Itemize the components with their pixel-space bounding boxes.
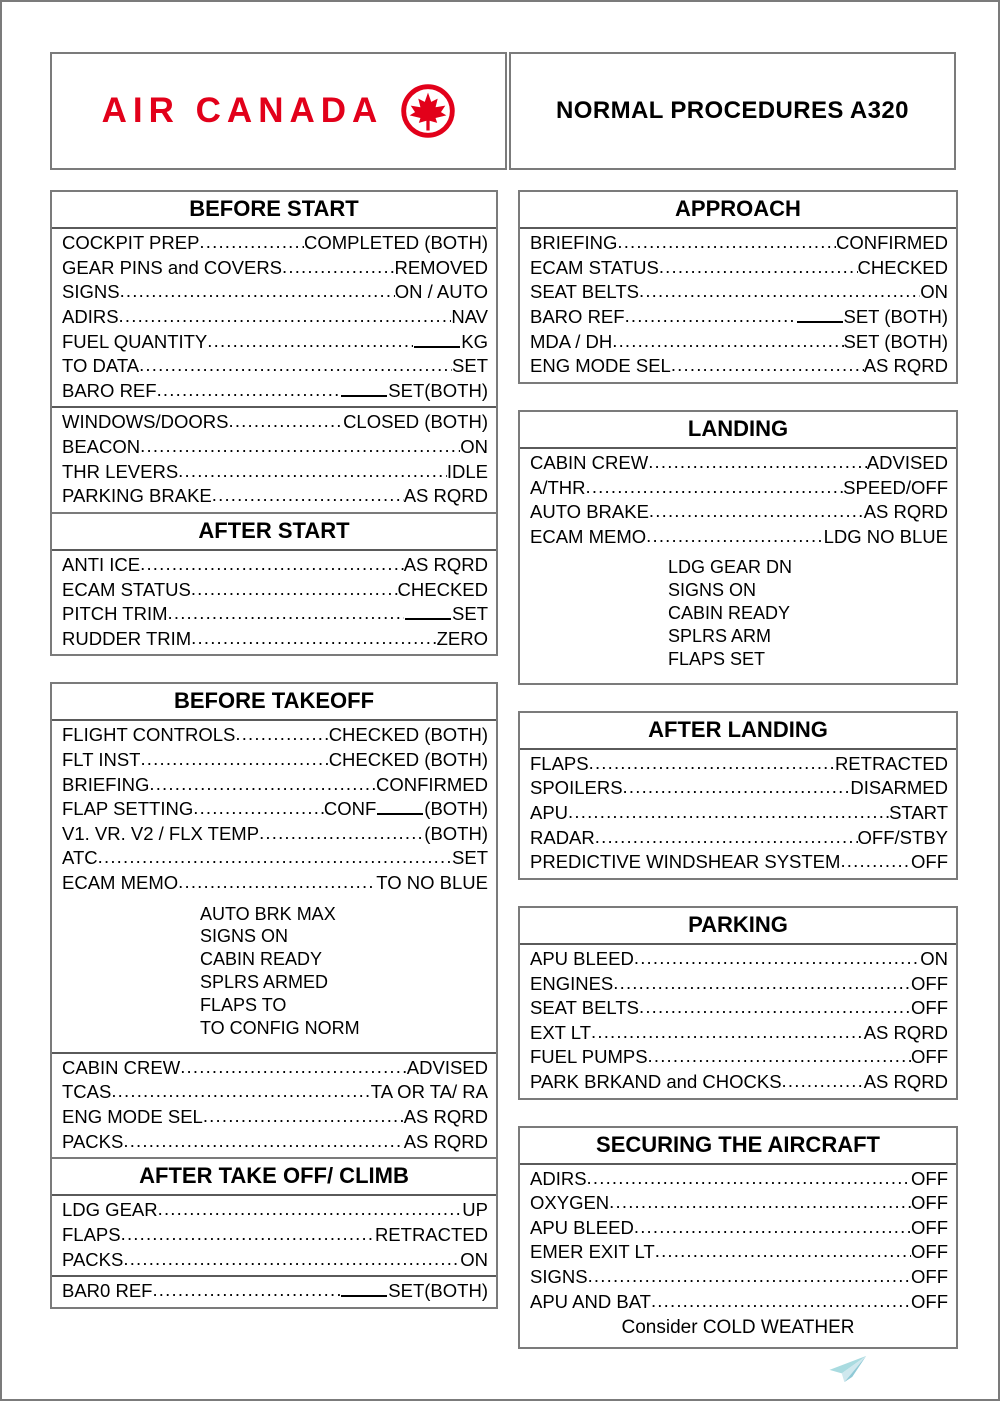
checklist-item-label: COCKPIT PREP [62, 232, 200, 254]
ecam-memo-line: AUTO BRK MAX [200, 903, 336, 924]
document-title-box [509, 52, 956, 170]
checklist-card-title: AFTER TAKE OFF/ CLIMB [52, 1159, 496, 1196]
checklist-row [520, 1167, 956, 1192]
checklist-row [520, 1045, 956, 1070]
checklist-card-body [52, 229, 496, 512]
checklist-row [520, 972, 956, 997]
checklist-card-title: LANDING [520, 412, 956, 449]
checklist-row [52, 602, 496, 627]
ecam-memo-line: TO CONFIG NORM [200, 1017, 360, 1038]
leader-dots [207, 330, 413, 354]
leader-dots [282, 256, 394, 280]
leader-dots [623, 776, 851, 800]
paper-plane-icon [826, 1354, 868, 1384]
checklist-item-action: CHECKED [397, 578, 488, 600]
checklist-item-label: PITCH TRIM [62, 603, 168, 625]
checklist-card [518, 1126, 958, 1350]
checklist-card-body [52, 721, 496, 1157]
leader-dots [634, 1216, 911, 1240]
checklist-row [52, 256, 496, 281]
checklist-item-action: RETRACTED [834, 752, 948, 774]
leader-dots [121, 1223, 375, 1247]
checklist-item-action: AS RQRD [403, 485, 488, 507]
leader-dots [149, 773, 376, 797]
checklist-item-action: AS RQRD [403, 1105, 488, 1127]
checklist-item-label: RUDDER TRIM [62, 627, 192, 649]
checklist-item-label: EMER EXIT LT [530, 1241, 655, 1263]
leader-dots [140, 553, 404, 577]
ecam-memo-line: SPLRS ARMED [200, 972, 329, 993]
checklist-item-label: APU BLEED [530, 947, 634, 969]
checklist-item-label: ECAM STATUS [530, 256, 659, 278]
checklist-row [52, 846, 496, 871]
checklist-item-label: GEAR PINS and COVERS [62, 256, 283, 278]
checklist-card [518, 190, 958, 384]
checklist-item-label: FUEL PUMPS [530, 1046, 648, 1068]
leader-dots [840, 850, 911, 874]
checklist-item-label: FLAPS [530, 752, 589, 774]
fill-in-blank[interactable] [377, 799, 423, 815]
page-header [50, 52, 956, 170]
checklist-item-label: FLAP SETTING [62, 798, 194, 820]
checklist-item-action: SET(BOTH) [388, 1280, 488, 1302]
checklist-item-label: SEAT BELTS [530, 281, 639, 303]
checklist-item-action: SET (BOTH) [843, 330, 948, 352]
checklist-item-label: ADIRS [62, 305, 119, 327]
checklist-item-action: OFF [911, 1290, 948, 1312]
checklist-row [520, 280, 956, 305]
checklist-item-label: PACKS [62, 1130, 124, 1152]
leader-dots [191, 578, 398, 602]
checklist-item-action: AS RQRD [403, 1130, 488, 1152]
leader-dots [612, 330, 843, 354]
checklist-card-body [520, 945, 956, 1098]
checklist-row [520, 256, 956, 281]
checklist-item-action: ZERO [436, 627, 488, 649]
checklist-item-action: CHECKED (BOTH) [328, 724, 488, 746]
checklist-row [52, 354, 496, 379]
checklist-item-action: LDG NO BLUE [823, 525, 948, 547]
checklist-item-label: SIGNS [62, 281, 120, 303]
checklist-item-action: SET (BOTH) [843, 305, 948, 327]
checklist-row [52, 822, 496, 847]
leader-dots [120, 280, 395, 304]
right-column [518, 190, 958, 1375]
checklist-row [52, 1130, 496, 1155]
checklist-item-action: AS RQRD [863, 501, 948, 523]
checklist-item-action: (BOTH) [424, 822, 488, 844]
checklist-row [520, 525, 956, 550]
leader-dots [639, 280, 920, 304]
checklist-item-label: PARK BRKAND and CHOCKS [530, 1070, 782, 1092]
leader-dots [782, 1070, 864, 1094]
brand-logo-box [50, 52, 507, 170]
checklist-item-label: APU BLEED [530, 1216, 634, 1238]
checklist-row [52, 1223, 496, 1248]
checklist-row [520, 850, 956, 875]
checklist-row [52, 748, 496, 773]
leader-dots [229, 410, 344, 434]
checklist-item-action: TO NO BLUE [376, 872, 488, 894]
checklist-row [52, 435, 496, 460]
checklist-item-action: AS RQRD [403, 553, 488, 575]
checklist-item-label: SPOILERS [530, 777, 623, 799]
maple-leaf-roundel-icon [401, 84, 455, 138]
leader-dots [648, 451, 867, 475]
checklist-item-label: APU [530, 801, 569, 823]
ecam-memo-line: SIGNS ON [200, 926, 289, 947]
leader-dots [671, 354, 864, 378]
checklist-item-action: NAV [451, 305, 488, 327]
checklist-row [520, 752, 956, 777]
checklist-card-body [52, 1196, 496, 1306]
checklist-row [52, 410, 496, 435]
fill-in-blank[interactable] [405, 604, 451, 620]
checklist-row [52, 723, 496, 748]
checklist-item-label: A/THR [530, 476, 586, 498]
leader-dots [168, 602, 404, 626]
checklist-item-label: RADAR [530, 826, 595, 848]
checklist-item-action: ADVISED [406, 1056, 488, 1078]
checklist-card [518, 711, 958, 880]
checklist-item-action: SPEED/OFF [843, 476, 948, 498]
leader-dots [634, 947, 920, 971]
leader-dots [568, 801, 889, 825]
fill-in-blank[interactable] [797, 307, 843, 323]
checklist-card-body [520, 1165, 956, 1348]
leader-dots [659, 256, 858, 280]
checklist-item-action: OFF [911, 1167, 948, 1189]
group-divider [52, 1052, 496, 1054]
checklist-item-action: ON [920, 281, 948, 303]
checklist-item-label: PARKING BRAKE [62, 485, 212, 507]
checklist-item-action: OFF [911, 1266, 948, 1288]
checklist-item-label: BEACON [62, 435, 141, 457]
leader-dots [625, 305, 796, 329]
leader-dots [646, 525, 823, 549]
checklist-item-action-suffix: (BOTH) [424, 798, 488, 820]
checklist-item-action: CONFIRMED [375, 773, 488, 795]
group-divider [52, 406, 496, 408]
checklist-row [52, 871, 496, 896]
leader-dots [139, 354, 452, 378]
checklist-item-action: ON / AUTO [394, 281, 488, 303]
checklist-row [520, 1021, 956, 1046]
checklist-item-label: APU AND BAT [530, 1290, 651, 1312]
leader-dots [595, 826, 858, 850]
leader-dots [123, 1130, 403, 1154]
leader-dots [235, 723, 328, 747]
leader-dots [199, 231, 304, 255]
checklist-item-label: WINDOWS/DOORS [62, 411, 229, 433]
leader-dots [152, 1279, 340, 1303]
checklist-item-label: BARO REF [62, 379, 157, 401]
leader-dots [140, 435, 460, 459]
leader-dots [586, 476, 844, 500]
checklist-row [52, 460, 496, 485]
checklist-row [52, 627, 496, 652]
card-note: Consider COLD WEATHER [621, 1317, 855, 1339]
checklist-row [520, 826, 956, 851]
checklist-item-label: ENG MODE SEL [62, 1105, 203, 1127]
leader-dots [180, 1056, 407, 1080]
checklist-item-label: PACKS [62, 1248, 124, 1270]
checklist-row [520, 801, 956, 826]
leader-dots [123, 1248, 460, 1272]
checklist-item-action: OFF [911, 851, 948, 873]
checklist-item-action: SET [452, 355, 488, 377]
checklist-item-label: TCAS [62, 1081, 112, 1103]
checklist-item-label: ECAM MEMO [530, 525, 647, 547]
checklist-item-action: OFF [911, 1241, 948, 1263]
checklist-row [52, 330, 496, 355]
brand-logo [102, 84, 456, 138]
leader-dots [212, 484, 404, 508]
checklist-row [52, 1248, 496, 1273]
checklist-item-action: IDLE [446, 460, 488, 482]
checklist-row [520, 305, 956, 330]
checklist-item-action: SET [452, 847, 488, 869]
checklist-item-label: LDG GEAR [62, 1199, 158, 1221]
checklist-row [520, 476, 956, 501]
checklist-card [518, 410, 958, 685]
checklist-card-title: SECURING THE AIRCRAFT [520, 1128, 956, 1165]
checklist-item-action: AS RQRD [863, 1070, 948, 1092]
ecam-memo-list [520, 549, 956, 679]
checklist-row [52, 379, 496, 404]
checklist-item-action: CHECKED (BOTH) [328, 749, 488, 771]
checklist-item-label: ANTI ICE [62, 553, 141, 575]
leader-dots [178, 871, 376, 895]
checklist-item-label: ECAM MEMO [62, 872, 179, 894]
checklist-item-label: CABIN CREW [62, 1056, 181, 1078]
checklist-row [52, 1279, 496, 1304]
checklist-item-label: SIGNS [530, 1266, 588, 1288]
checklist-card-title: PARKING [520, 908, 956, 945]
checklist-item-label: FLAPS [62, 1223, 121, 1245]
leader-dots [119, 305, 452, 329]
checklist-item-label: BRIEFING [530, 232, 618, 254]
ecam-memo-line: CABIN READY [200, 949, 323, 970]
leader-dots [589, 752, 835, 776]
leader-dots [98, 846, 452, 870]
leader-dots [203, 1105, 404, 1129]
checklist-card-title: AFTER START [52, 514, 496, 551]
leader-dots [648, 1045, 911, 1069]
checklist-item-label: AUTO BRAKE [530, 501, 649, 523]
checklist-card-body [52, 551, 496, 654]
checklist-item-label: BAR0 REF [62, 1280, 153, 1302]
checklist-card-body [520, 750, 956, 878]
checklist-item-label: TO DATA [62, 355, 140, 377]
fill-in-blank[interactable] [414, 332, 460, 348]
checklist-row [52, 1198, 496, 1223]
left-column [50, 190, 498, 1335]
checklist-item-label: ENG MODE SEL [530, 355, 671, 377]
checklist-item-action: START [889, 801, 948, 823]
checklist-card-title: BEFORE START [52, 192, 496, 229]
checklist-item-label: ECAM STATUS [62, 578, 191, 600]
checklist-item-action: DISARMED [850, 777, 948, 799]
checklist-row [520, 1290, 956, 1315]
brand-wordmark: AIR CANADA [101, 91, 384, 130]
leader-dots [591, 1021, 864, 1045]
checklist-row [520, 996, 956, 1021]
checklist-row [52, 553, 496, 578]
checklist-item-action: AS RQRD [863, 1021, 948, 1043]
checklist-row [52, 1105, 496, 1130]
checklist-item-label: ATC [62, 847, 98, 869]
checklist-item-action: UP [462, 1199, 488, 1221]
checklist-row [52, 231, 496, 256]
leader-dots [613, 972, 911, 996]
leader-dots [655, 1240, 911, 1264]
ecam-memo-line: FLAPS TO [200, 995, 287, 1016]
leader-dots [588, 1265, 911, 1289]
checklist-item-label: OXYGEN [530, 1192, 610, 1214]
leader-dots [111, 1080, 370, 1104]
checklist-item-action: TA OR TA/ RA [370, 1081, 488, 1103]
checklist-item-action: COMPLETED (BOTH) [304, 232, 488, 254]
checklist-item-action: CONF [323, 798, 377, 820]
ecam-memo-line: FLAPS SET [668, 648, 766, 669]
leader-dots [157, 379, 341, 403]
checklist-row [520, 947, 956, 972]
ecam-memo-line: CABIN READY [668, 603, 791, 624]
checklist-item-label: BARO REF [530, 305, 625, 327]
checklist-row [52, 305, 496, 330]
ecam-memo-line: SIGNS ON [668, 580, 757, 601]
leader-dots [587, 1167, 911, 1191]
ecam-memo-line: SPLRS ARM [668, 625, 772, 646]
checklist-item-action: AS RQRD [863, 355, 948, 377]
fill-in-blank[interactable] [341, 381, 387, 397]
checklist-row [520, 776, 956, 801]
checklist-item-action: OFF [911, 997, 948, 1019]
checklist-card [50, 514, 498, 657]
group-divider [52, 1275, 496, 1277]
checklist-row [520, 354, 956, 379]
checklist-item-action: CONFIRMED [835, 232, 948, 254]
checklist-card-body [520, 449, 956, 683]
checklist-row [520, 1070, 956, 1095]
checklist-row [52, 1080, 496, 1105]
checklist-item-label: EXT LT [530, 1021, 592, 1043]
leader-dots [191, 627, 436, 651]
ecam-memo-list [52, 896, 496, 1049]
checklist-item-label: ENGINES [530, 972, 614, 994]
checklist-item-action: REMOVED [394, 256, 488, 278]
checklist-item-label: CABIN CREW [530, 451, 649, 473]
checklist-item-label: THR LEVERS [62, 460, 179, 482]
checklist-item-label: MDA / DH [530, 330, 613, 352]
leader-dots [158, 1198, 463, 1222]
checklist-item-action: OFF [911, 1192, 948, 1214]
checklist-row [520, 231, 956, 256]
checklist-card-title: BEFORE TAKEOFF [52, 684, 496, 721]
checklist-card-title: AFTER LANDING [520, 713, 956, 750]
ecam-memo-line: LDG GEAR DN [668, 557, 793, 578]
checklist-row [520, 1216, 956, 1241]
checklist-row [520, 451, 956, 476]
page-title: NORMAL PROCEDURES A320 [556, 97, 909, 124]
leader-dots [259, 822, 424, 846]
checklist-item-action: ADVISED [866, 451, 948, 473]
checklist-item-action: ON [920, 947, 948, 969]
checklist-row [52, 797, 496, 822]
checklist-item-action: OFF [911, 1046, 948, 1068]
checklist-card [50, 190, 498, 514]
checklist-item-action: RETRACTED [374, 1223, 488, 1245]
checklist-item-action: ON [460, 435, 488, 457]
leader-dots [140, 748, 328, 772]
checklist-row [520, 500, 956, 525]
checklist-item-action: CHECKED [857, 256, 948, 278]
checklist-item-action: KG [461, 330, 488, 352]
checklist-row [52, 484, 496, 509]
leader-dots [649, 500, 864, 524]
checklist-item-label: BRIEFING [62, 773, 150, 795]
checklist-item-action: CLOSED (BOTH) [343, 411, 488, 433]
leader-dots [639, 996, 911, 1020]
fill-in-blank[interactable] [341, 1281, 387, 1297]
checklist-item-label: V1. VR. V2 / FLX TEMP [62, 822, 260, 844]
checklist-row [520, 330, 956, 355]
checklist-item-label: FLIGHT CONTROLS [62, 724, 236, 746]
checklist-card [50, 1159, 498, 1309]
checklist-item-label: ADIRS [530, 1167, 587, 1189]
checklist-row [520, 1265, 956, 1290]
checklist-item-label: FUEL QUANTITY [62, 330, 208, 352]
checklist-card-body [520, 229, 956, 382]
leader-dots [617, 231, 836, 255]
checklist-row [52, 280, 496, 305]
checklist-card [50, 682, 498, 1159]
checklist-item-label: PREDICTIVE WINDSHEAR SYSTEM [530, 851, 841, 873]
leader-dots [193, 797, 324, 821]
checklist-item-action: ON [460, 1248, 488, 1270]
checklist-card-title: APPROACH [520, 192, 956, 229]
checklist-row [520, 1191, 956, 1216]
checklist-item-action: SET(BOTH) [388, 379, 488, 401]
checklist-card [518, 906, 958, 1100]
checklist-row [52, 773, 496, 798]
checklist-row [52, 578, 496, 603]
checklist-row [520, 1240, 956, 1265]
checklist-item-action: OFF [911, 1216, 948, 1238]
checklist-item-action: OFF/STBY [857, 826, 948, 848]
checklist-item-action: OFF [911, 972, 948, 994]
checklist-row [52, 1056, 496, 1081]
checklist-item-label: SEAT BELTS [530, 997, 639, 1019]
leader-dots [651, 1290, 911, 1314]
leader-dots [609, 1191, 911, 1215]
checklist-item-action: SET [452, 603, 488, 625]
checklist-item-label: FLT INST [62, 749, 141, 771]
leader-dots [178, 460, 447, 484]
